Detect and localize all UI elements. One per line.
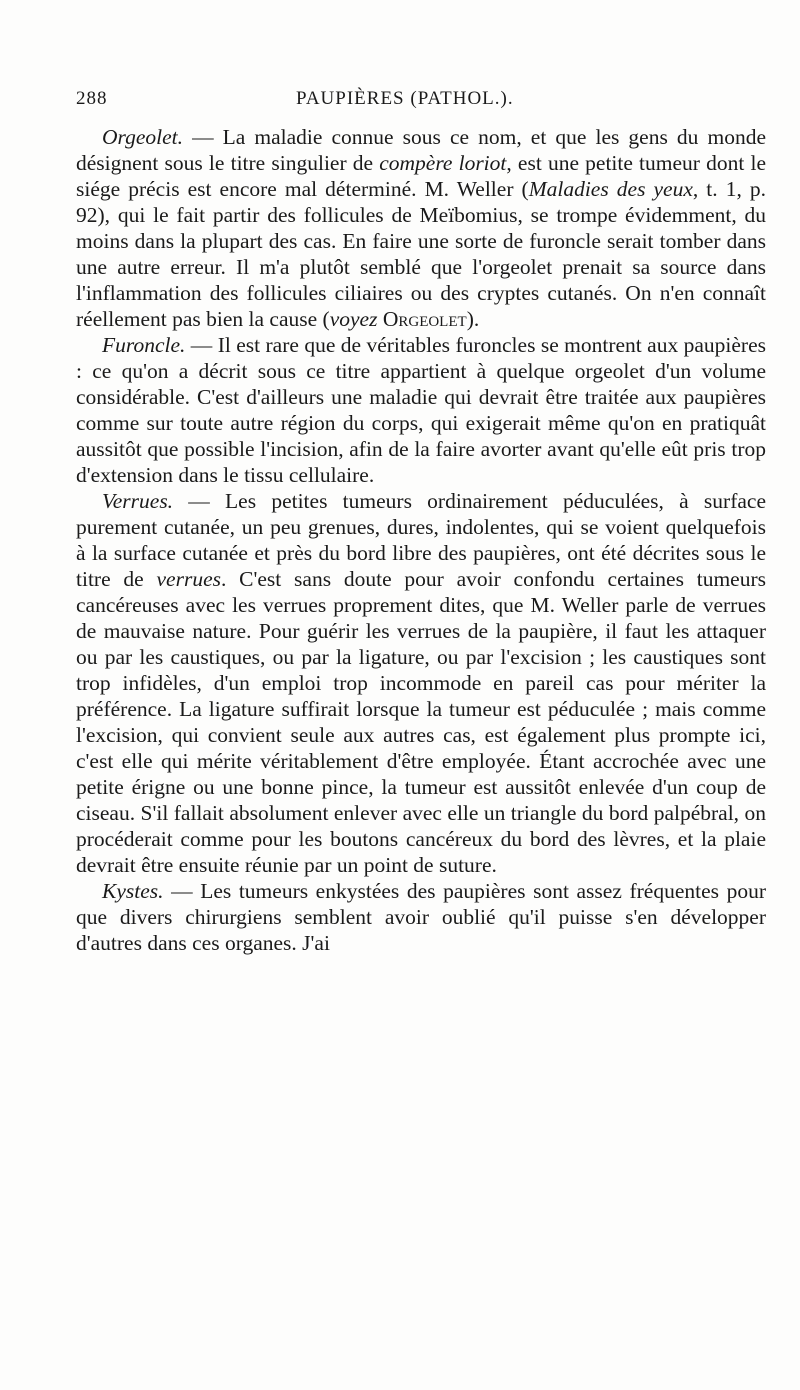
paragraph-lead: Orgeolet. [102,125,184,149]
paragraph-text: , t. 1, p. 92), qui le fait partir des follicules de Meïbomius, se trompe évidemment, du moins dans la plupart des cas. En faire une sorte de furoncle serait tomber dans une autre erreur. Il m'a plutôt semblé que l'orgeolet prenait sa source dans l'inflammation des follicules ciliaires ou des cryptes cutanés. On n'en connaît réellement pas bien la cause ( [76,177,767,331]
paragraph-text: — La maladie connue sous ce nom, et que les gens du monde désignent sous le titre singulier de [76,125,766,175]
paragraph-lead: Furoncle. [102,333,186,357]
paragraph-orgeolet [76,124,766,332]
paragraph-furoncle [76,332,766,488]
paragraph-text: ). [466,307,480,331]
paragraph-lead: Kystes. [102,879,164,903]
italic-text: compère loriot [379,151,507,175]
paragraph-lead: Verrues. [102,489,174,513]
body-text [76,124,766,956]
paragraph-text: — Les tumeurs enkystées des paupières sont assez fréquentes pour que divers chirurgiens semblent avoir oublié qu'il puisse s'en développer d'autres dans ces organes. J'ai [76,879,766,955]
running-head: PAUPIÈRES (PATHOL.). [296,88,514,109]
italic-text: Maladies des yeux [528,177,693,201]
page-number: 288 [76,88,108,109]
small-caps-text: Orgeolet [382,307,467,331]
paragraph-text: . C'est sans doute pour avoir confondu certaines tumeurs cancéreuses avec les verrues proprement dites, que M. Weller parle de verrues de mauvaise nature. Pour guérir les verrues de la paupière, il faut les attaquer ou par les caustiques, ou par la ligature, ou par l'excision ; les caustiques sont trop infidèles, d'un emploi trop incommode en pareil cas pour mériter la préférence. La ligature suffirait lorsque la tumeur est péduculée ; mais comme l'excision, qui convient seule aux autres cas, est également plus prompte ici, c'est elle qui mérite véritablement d'être employée. Étant accrochée avec une petite érigne ou une bonne pince, la tumeur est aussitôt enlevée d'un coup de ciseau. S'il fallait absolument enlever avec elle un triangle du bord palpébral, on procéderait comme pour les boutons cancéreux du bord des lèvres, et la plaie devrait être ensuite réunie par un point de suture. [76,567,766,877]
italic-text: verrues [156,567,221,591]
paragraph-verrues [76,488,766,878]
paragraph-text: — Il est rare que de véritables furoncles se montrent aux paupières : ce qu'on a décrit sous ce titre appartient à quelque orgeolet d'un volume considérable. C'est d'ailleurs une maladie qui devrait être traitée aux paupières comme sur toute autre région du corps, qui exigerait même qu'on en pratiquât aussitôt que possible l'incision, afin de la faire avorter avant qu'elle eût pris trop d'extension dans le tissu cellulaire. [76,333,766,487]
paragraph-text: , est une petite tumeur dont le siége précis est encore mal déterminé. M. Weller ( [76,151,766,201]
paragraph-text: — Les petites tumeurs ordinairement péduculées, à surface purement cutanée, un peu grenues, dures, indolentes, qui se voient quelquefois à la surface cutanée et près du bord libre des paupières, ont été décrites sous le titre de [76,489,766,591]
paragraph-kystes [76,878,766,956]
italic-text: voyez [329,307,378,331]
page-header [76,88,746,118]
